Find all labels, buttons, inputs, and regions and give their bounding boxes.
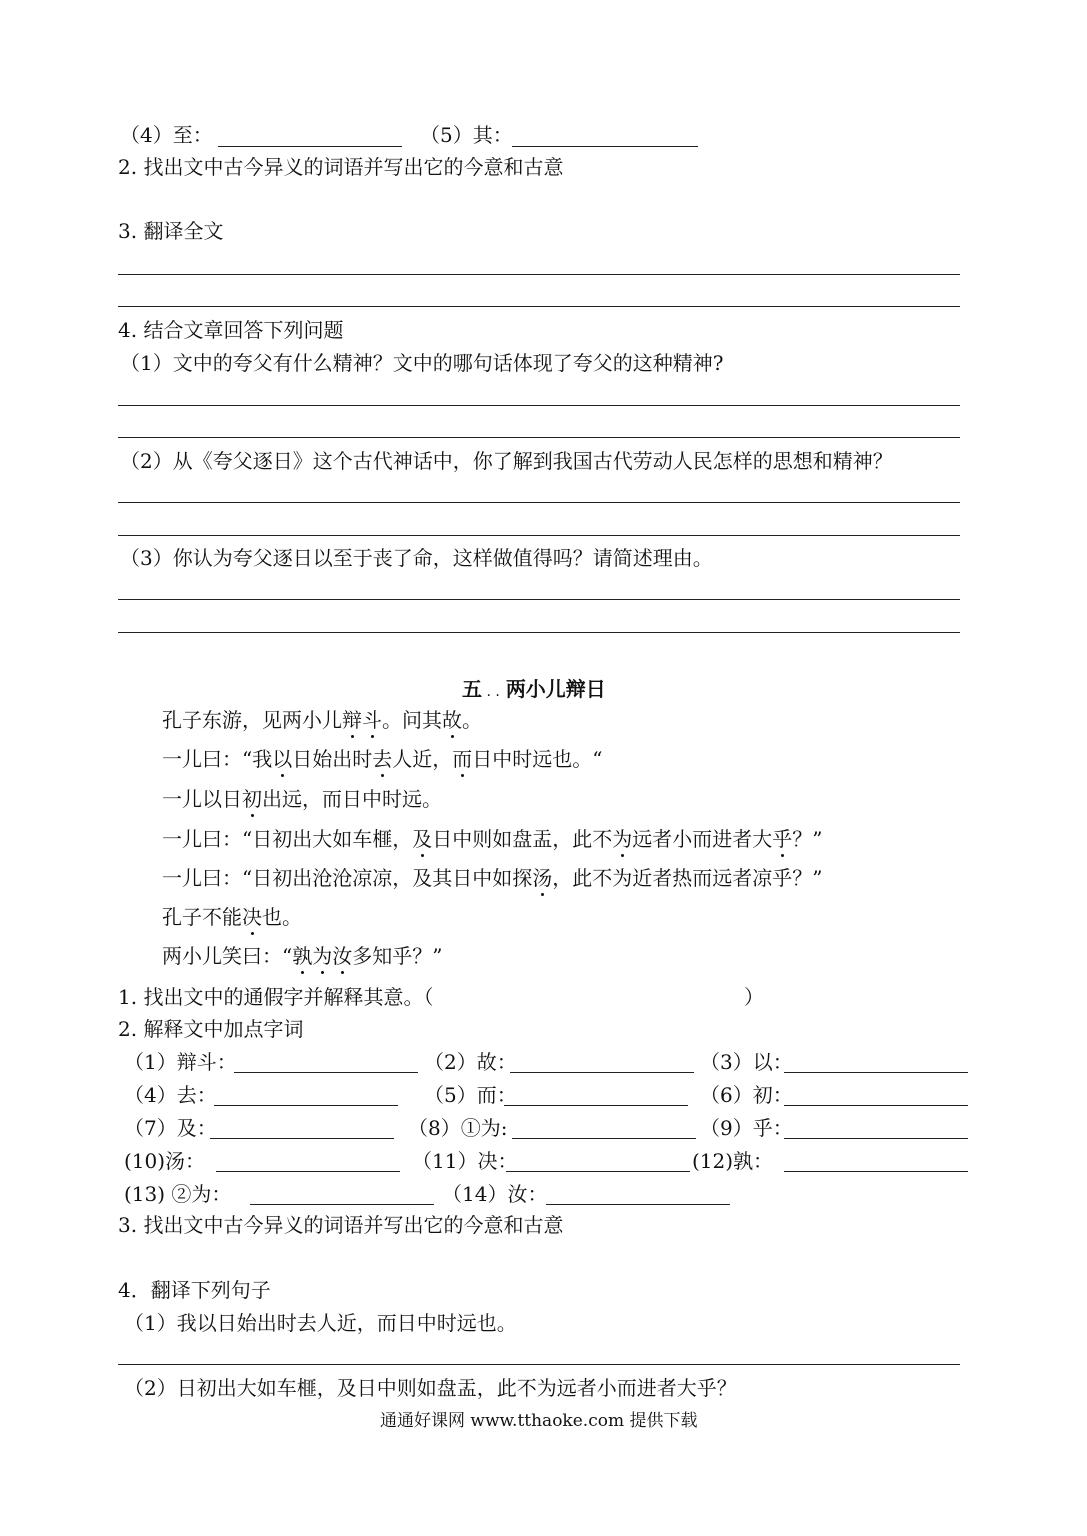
s5-q3: 3. 找出文中古今异义的词语并写出它的今意和古意	[118, 1213, 564, 1237]
dotted-char: 汤	[532, 866, 553, 890]
section-title-separator: . .	[482, 684, 500, 700]
answer-line[interactable]	[118, 274, 960, 275]
field-blank[interactable]	[214, 1105, 398, 1106]
answer-line[interactable]	[118, 502, 960, 503]
answer-line[interactable]	[118, 405, 960, 406]
passage-line: 一儿以日初出远，而日中时远。	[162, 787, 442, 811]
answer-line[interactable]	[118, 535, 960, 536]
field-label: （6）初：	[700, 1083, 793, 1107]
s5-q4-1: （1）我以日始出时去人近，而日中时远也。	[124, 1311, 517, 1335]
field-blank[interactable]	[784, 1105, 968, 1106]
s5-q1-close: ）	[744, 985, 764, 1009]
dotted-char: 决	[242, 905, 262, 929]
field-blank[interactable]	[784, 1072, 968, 1073]
dotted-char: 及	[412, 827, 433, 851]
field-label: （11）决：	[412, 1149, 518, 1173]
field-label: （8）①为:	[408, 1116, 508, 1140]
s5-q1: 1. 找出文中的通假字并解释其意。（	[118, 985, 434, 1009]
s4-q2: 2. 找出文中古今异义的词语并写出它的今意和古意	[118, 155, 564, 179]
field-label: (10)汤：	[124, 1149, 206, 1173]
dotted-char: 为	[312, 944, 333, 968]
q1-field-qi-label: （5）其：	[420, 123, 513, 147]
dotted-char: 辩	[342, 708, 362, 732]
dotted-char: 乎	[772, 827, 793, 851]
answer-line[interactable]	[118, 599, 960, 600]
field-blank[interactable]	[234, 1072, 418, 1073]
field-blank[interactable]	[784, 1138, 968, 1139]
q1-field-zhi-label: （4）至：	[120, 123, 213, 147]
dotted-char: 以	[272, 747, 293, 771]
section-title-text: 两小儿辩日	[505, 677, 606, 701]
tongjia-answer-field[interactable]	[460, 1006, 740, 1007]
passage-line: 一儿曰：“日初出沧沧凉凉，及其日中如探汤，此不为近者热而远者凉乎？”	[162, 866, 823, 890]
q1-field-qi-blank[interactable]	[512, 146, 698, 147]
dotted-char: 而	[452, 747, 473, 771]
field-label: （2）故：	[424, 1050, 517, 1074]
s4-q4: 4. 结合文章回答下列问题	[118, 318, 344, 342]
s5-q4: 4．翻译下列句子	[118, 1278, 271, 1302]
s5-q2: 2. 解释文中加点字词	[118, 1017, 304, 1041]
dotted-char: 为	[612, 827, 633, 851]
dotted-char: 初	[242, 787, 262, 811]
passage-line: 孔子东游，见两小儿辩斗。问其故。	[162, 708, 482, 732]
s4-q3: 3. 翻译全文	[118, 219, 224, 243]
answer-line[interactable]	[118, 1364, 960, 1365]
page-footer: 通通好课网 www.tthaoke.com 提供下载	[380, 1411, 698, 1431]
field-blank[interactable]	[216, 1171, 400, 1172]
s4-q4-3: （3）你认为夸父逐日以至于丧了命，这样做值得吗？请简述理由。	[120, 546, 713, 570]
passage-line: 孔子不能决也。	[162, 905, 302, 929]
dotted-char: 故	[442, 708, 462, 732]
s4-q4-2: （2）从《夸父逐日》这个古代神话中，你了解到我国古代劳动人民怎样的思想和精神？	[120, 449, 893, 473]
s5-q4-2: （2）日初出大如车榧，及日中则如盘盂，此不为远者小而进者大乎？	[124, 1376, 737, 1400]
field-blank[interactable]	[250, 1204, 434, 1205]
section-title	[462, 676, 606, 705]
field-label: （5）而：	[424, 1083, 517, 1107]
q1-field-zhi-blank[interactable]	[218, 146, 402, 147]
passage-line: 一儿曰：“我以日始出时去人近，而日中时远也。“	[162, 747, 603, 771]
dotted-char: 孰	[292, 944, 313, 968]
field-label: (13) ②为：	[124, 1182, 232, 1206]
field-blank[interactable]	[512, 1138, 696, 1139]
field-label: (12)孰：	[692, 1149, 774, 1173]
answer-line[interactable]	[118, 306, 960, 307]
field-label: （4）去：	[124, 1083, 217, 1107]
passage-line: 一儿曰：“日初出大如车榧，及日中则如盘盂，此不为远者小而进者大乎？”	[162, 827, 823, 851]
field-blank[interactable]	[210, 1138, 394, 1139]
section-number: 五	[462, 677, 482, 701]
answer-line[interactable]	[118, 437, 960, 438]
field-blank[interactable]	[546, 1204, 730, 1205]
dotted-char: 去	[372, 747, 393, 771]
field-blank[interactable]	[784, 1171, 968, 1172]
field-label: （7）及：	[124, 1116, 217, 1140]
dotted-char: 斗	[362, 708, 382, 732]
field-label: （9）乎：	[700, 1116, 793, 1140]
field-label: （3）以：	[700, 1050, 793, 1074]
answer-line[interactable]	[118, 632, 960, 633]
s4-q4-1: （1）文中的夸父有什么精神？文中的哪句话体现了夸父的这种精神?	[120, 351, 724, 375]
field-label: （14）汝：	[442, 1182, 548, 1206]
passage-line: 两小儿笑曰：“孰为汝多知乎？”	[162, 944, 443, 968]
field-label: （1）辩斗：	[124, 1050, 237, 1074]
dotted-char: 汝	[332, 944, 353, 968]
field-blank[interactable]	[506, 1171, 690, 1172]
field-blank[interactable]	[504, 1105, 688, 1106]
field-blank[interactable]	[510, 1072, 694, 1073]
